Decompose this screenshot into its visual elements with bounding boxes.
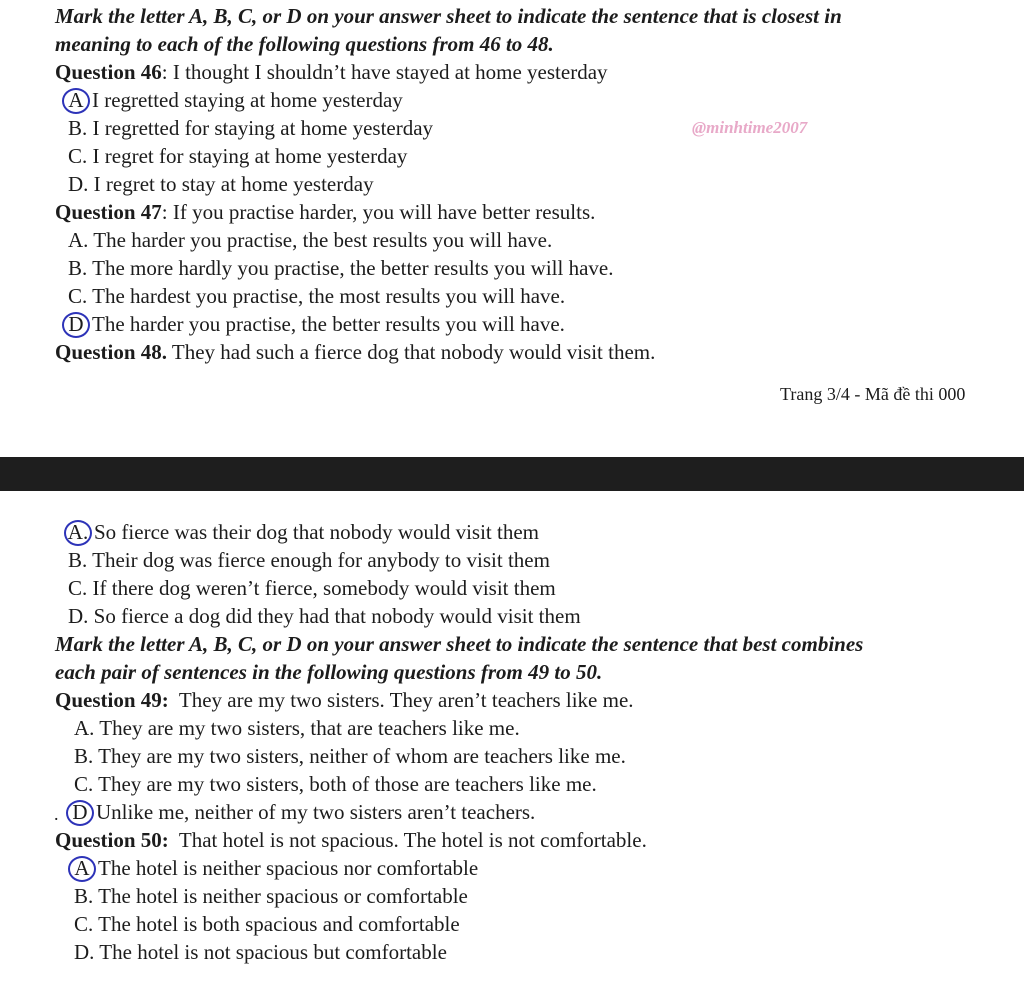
section2-instruction-line1: Mark the letter A, B, C, or D on your answer sheet to indicate the sentence that best combines [55,632,864,656]
option-letter: B. [68,116,88,140]
option-text: I regretted for staying at home yesterday [92,116,434,140]
option-text: The hotel is both spacious and comfortable [98,912,460,936]
q46-option-b [68,114,433,142]
option-letter: C. [74,772,94,796]
option-text: So fierce a dog did they had that nobody would visit them [93,604,581,628]
option-text: The hotel is neither spacious nor comfortable [98,856,479,880]
option-letter: A. [68,228,89,252]
q50-option-c [74,910,460,938]
option-text: Unlike me, neither of my two sisters aren’t teachers. [96,800,536,824]
option-text: If there dog weren’t fierce, somebody would visit them [92,576,556,600]
option-text: The harder you practise, the best results you will have. [93,228,553,252]
q48-option-a [68,518,539,546]
q49-option-c [74,770,597,798]
answer-circle-mark: D [62,312,90,338]
option-letter: D. [74,940,95,964]
q48-option-d [68,602,581,630]
question-46-label: Question 46 [55,60,162,84]
q46-option-c [68,142,407,170]
option-text: The hotel is not spacious but comfortable [99,940,447,964]
section1-instruction-line2: meaning to each of the following questions from 46 to 48. [55,32,554,56]
option-letter: B. [68,256,88,280]
answer-circle-mark: A [62,88,90,114]
question-47-text: : If you practise harder, you will have better results. [161,200,596,224]
option-text: The hardest you practise, the most results you will have. [92,284,566,308]
page-footer: Trang 3/4 - Mã đề thi 000 [780,384,966,404]
question-48-text: They had such a fierce dog that nobody would visit them. [167,340,656,364]
question-48-stem [55,338,655,366]
q48-option-b [68,546,550,574]
q48-option-c [68,574,556,602]
question-50-label: Question 50: [55,828,169,852]
answer-circle-mark: A. [64,520,92,546]
option-text: They are my two sisters, that are teachers like me. [99,716,520,740]
q50-option-a [72,854,478,882]
option-letter: B. [74,884,94,908]
option-text: I regret to stay at home yesterday [93,172,374,196]
q50-option-b [74,882,468,910]
option-text: So fierce was their dog that nobody would visit them [94,520,540,544]
question-49-stem [55,686,634,714]
option-text: The harder you practise, the better results you will have. [92,312,565,336]
option-text: I regret for staying at home yesterday [92,144,408,168]
option-text: They are my two sisters, both of those are teachers like me. [98,772,597,796]
q49-option-b [74,742,626,770]
q47-option-b [68,254,613,282]
option-letter: A. [74,716,95,740]
option-letter: C. [74,912,94,936]
stray-mark: . [54,804,59,824]
watermark: @minhtime2007 [692,118,808,137]
question-46-stem [55,58,608,86]
q47-option-c [68,282,565,310]
option-letter: C. [68,144,88,168]
option-letter: D. [68,172,89,196]
question-48-label: Question 48. [55,340,168,364]
option-text: The hotel is neither spacious or comfortable [98,884,468,908]
section1-instruction-line1: Mark the letter A, B, C, or D on your answer sheet to indicate the sentence that is closest in [55,4,842,28]
question-46-text: : I thought I shouldn’t have stayed at home yesterday [161,60,608,84]
option-letter: C. [68,576,88,600]
q46-option-a [66,86,403,114]
q49-option-a [74,714,520,742]
option-text: Their dog was fierce enough for anybody to visit them [92,548,550,572]
q47-option-d [66,310,565,338]
answer-circle-mark: D [66,800,94,826]
question-49-label: Question 49: [55,688,169,712]
question-47-stem [55,198,595,226]
question-47-label: Question 47 [55,200,162,224]
question-50-text: That hotel is not spacious. The hotel is not comfortable. [168,828,647,852]
question-50-stem [55,826,647,854]
option-text: The more hardly you practise, the better results you will have. [92,256,614,280]
option-letter: D. [68,604,89,628]
section2-instruction-line2: each pair of sentences in the following questions from 49 to 50. [55,660,603,684]
page-separator [0,457,1024,491]
option-letter: B. [68,548,88,572]
option-letter: B. [74,744,94,768]
q46-option-d [68,170,374,198]
q50-option-d [74,938,447,966]
option-letter: C. [68,284,88,308]
q49-option-d [70,798,535,826]
option-text: I regretted staying at home yesterday [92,88,403,112]
answer-circle-mark: A [68,856,96,882]
option-text: They are my two sisters, neither of whom are teachers like me. [98,744,626,768]
question-49-text: They are my two sisters. They aren’t teachers like me. [168,688,634,712]
q47-option-a [68,226,552,254]
